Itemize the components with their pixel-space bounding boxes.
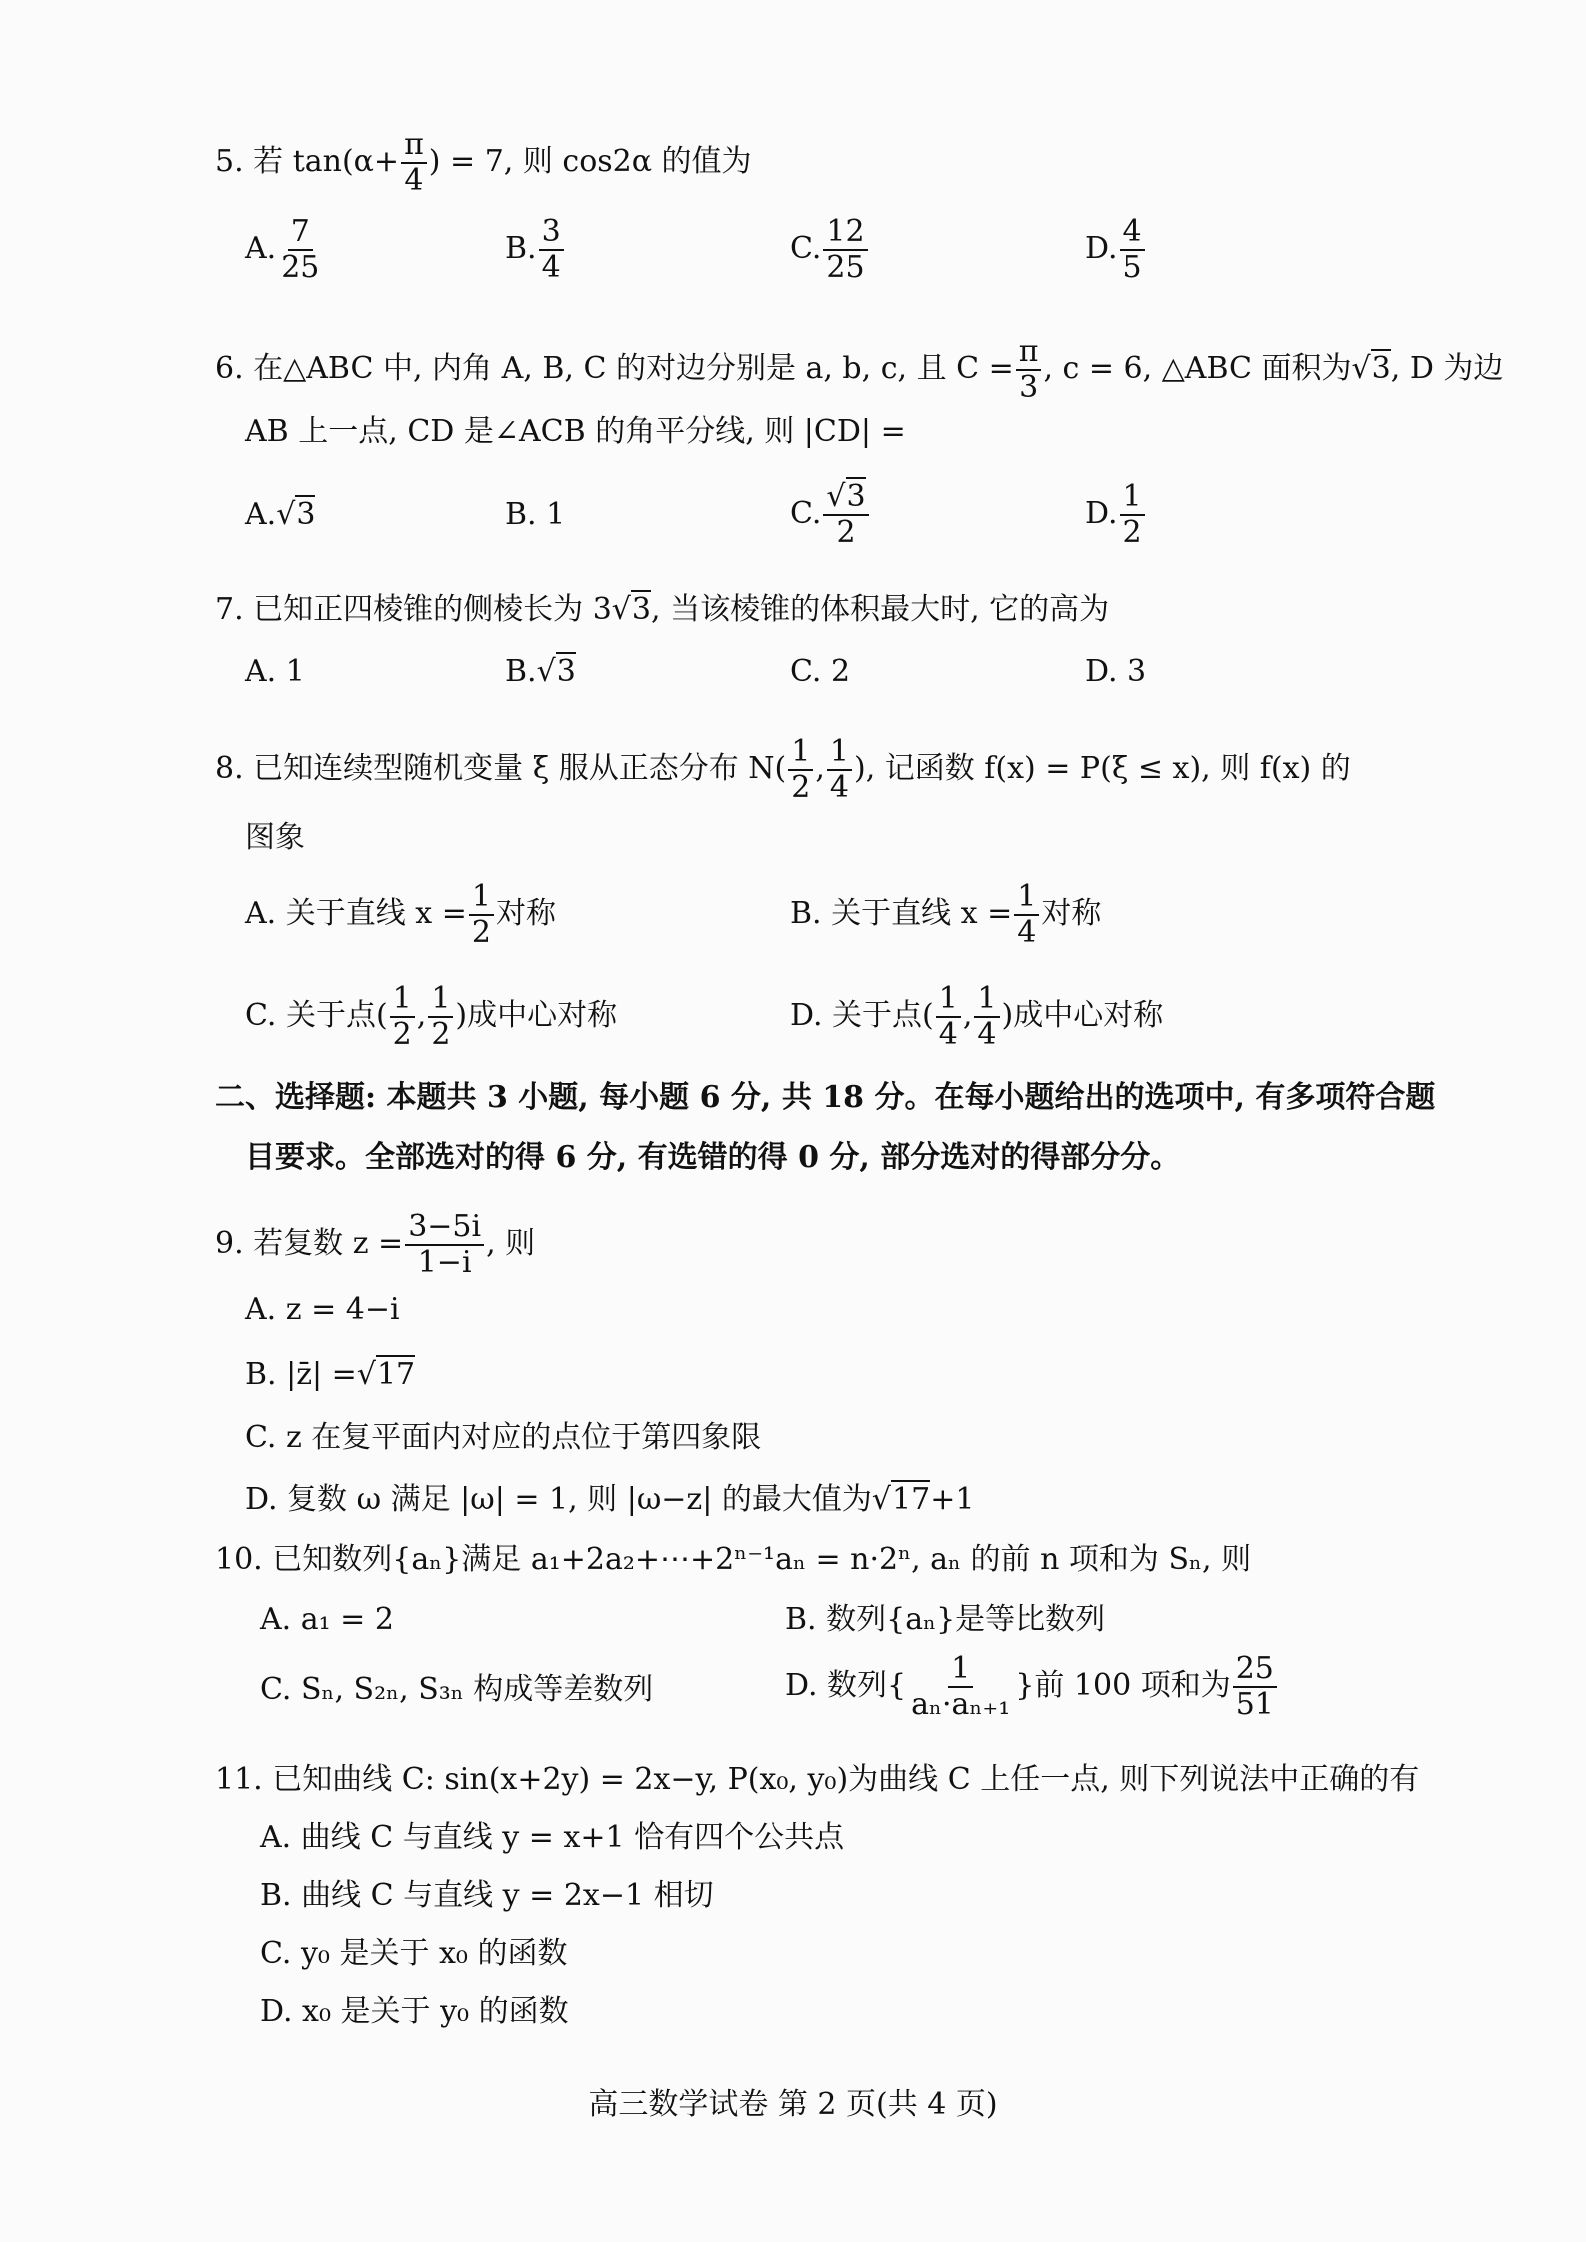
q8-stem-line2: 图象 bbox=[245, 820, 305, 855]
section2-heading-line2: 目要求。全部选对的得 6 分, 有选错的得 0 分, 部分选对的得部分分。 bbox=[245, 1140, 1181, 1175]
q10-stem: 10. 已知数列{aₙ}满足 a₁+2a₂+⋯+2ⁿ⁻¹aₙ = n·2ⁿ, aₙ 的前 n 项和为 Sₙ, 则 bbox=[215, 1542, 1252, 1577]
q8-option-c: C. 关于点( $\frac{1}{2}$ , $\frac{1}{2}$ )成中心对称 bbox=[245, 981, 618, 1052]
q5-option-c: C. $\frac{12}{25}$ bbox=[790, 215, 870, 285]
q7-option-d: D. 3 bbox=[1085, 654, 1147, 689]
q6-option-b: B. 1 bbox=[505, 497, 566, 532]
q10-option-d: D. 数列{ $\frac{1}{\text{aₙ·aₙ₊₁}}$ }前 100 项和为 $\frac{25}{51}$ bbox=[785, 1652, 1279, 1722]
q11-option-d: D. x₀ 是关于 y₀ 的函数 bbox=[260, 1994, 569, 2029]
q11-option-b: B. 曲线 C 与直线 y = 2x−1 相切 bbox=[260, 1878, 714, 1913]
q7-option-c: C. 2 bbox=[790, 654, 851, 689]
q10-option-b: B. 数列{aₙ}是等比数列 bbox=[785, 1602, 1106, 1637]
q11-option-c: C. y₀ 是关于 x₀ 的函数 bbox=[260, 1936, 568, 1971]
q7-option-a: A. 1 bbox=[245, 654, 305, 689]
q8-option-d: D. 关于点( $\frac{1}{4}$ , $\frac{1}{4}$ )成中心对称 bbox=[790, 981, 1164, 1052]
q9-option-a: A. z = 4−i bbox=[245, 1292, 400, 1327]
q6-option-c: C. $\frac{√3}{2}$ bbox=[790, 480, 871, 550]
q11-stem: 11. 已知曲线 C: sin(x+2y) = 2x−y, P(x₀, y₀)为曲线 C 上任一点, 则下列说法中正确的有 bbox=[215, 1762, 1420, 1797]
q10-option-c: C. Sₙ, S₂ₙ, S₃ₙ 构成等差数列 bbox=[260, 1672, 654, 1707]
q8-option-b: B. 关于直线 x = $\frac{1}{4}$ 对称 bbox=[790, 879, 1102, 950]
q5-option-d: D. $\frac{4}{5}$ bbox=[1085, 215, 1147, 285]
q7-option-b: B.√3 bbox=[505, 654, 576, 689]
q9-option-b: B. |z̄| =√17 bbox=[245, 1357, 416, 1392]
q9-option-d: D. 复数 ω 满足 |ω| = 1, 则 |ω−z| 的最大值为√17+1 bbox=[245, 1482, 975, 1517]
q6-stem: 6. 在△ABC 中, 内角 A, B, C 的对边分别是 a, b, c, 且 C = $\frac{\pi}{3}$ , c = 6, △ABC 面积为√3, D 为边 bbox=[215, 334, 1504, 405]
q5-option-a: A. $\frac{7}{25}$ bbox=[245, 214, 320, 285]
q8-stem: 8. 已知连续型随机变量 ξ 服从正态分布 N( $\frac{1}{2}$ , $\frac{1}{4}$ ), 记函数 f(x) = P(ξ ≤ x), 则 f(x) 的 bbox=[215, 734, 1351, 805]
q5-stem: 5. 若 tan(α+ $\frac{\pi}{4}$ ) = 7, 则 cos2α 的值为 bbox=[215, 127, 752, 198]
q9-stem: 9. 若复数 z = $\frac{3-5i}{1-i}$ , 则 bbox=[215, 1209, 536, 1280]
q8-option-a: A. 关于直线 x = $\frac{1}{2}$ 对称 bbox=[245, 879, 556, 950]
q7-stem: 7. 已知正四棱锥的侧棱长为 3√3, 当该棱锥的体积最大时, 它的高为 bbox=[215, 592, 1110, 627]
q9-option-c: C. z 在复平面内对应的点位于第四象限 bbox=[245, 1420, 762, 1455]
q6-option-d: D. $\frac{1}{2}$ bbox=[1085, 480, 1147, 550]
page-footer: 高三数学试卷 第 2 页(共 4 页) bbox=[588, 2087, 998, 2122]
q6-stem-line2: AB 上一点, CD 是∠ACB 的角平分线, 则 |CD| = bbox=[245, 414, 906, 449]
section2-heading-line1: 二、选择题: 本题共 3 小题, 每小题 6 分, 共 18 分。在每小题给出的选项中, 有多项符合题 bbox=[215, 1080, 1436, 1115]
q11-option-a: A. 曲线 C 与直线 y = x+1 恰有四个公共点 bbox=[260, 1820, 845, 1855]
q6-option-a: A.√3 bbox=[245, 497, 316, 532]
q10-option-a: A. a₁ = 2 bbox=[260, 1602, 394, 1637]
q5-option-b: B. $\frac{3}{4}$ bbox=[505, 215, 566, 285]
